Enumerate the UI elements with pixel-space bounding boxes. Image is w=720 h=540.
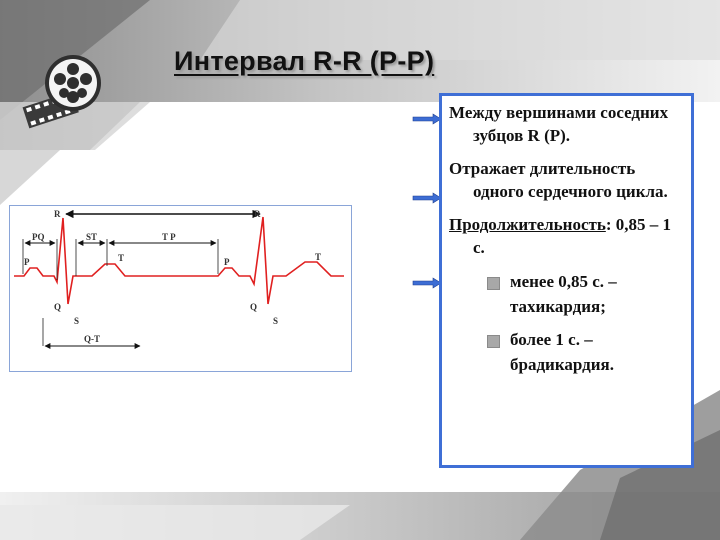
- sub-bullet-point: [449, 327, 683, 377]
- content-box: [439, 93, 694, 468]
- arrow-icon: [412, 113, 442, 125]
- label-t1: T: [118, 253, 125, 263]
- slide-title: Интервал R-R (P-P): [174, 46, 435, 76]
- label-t2: T: [315, 252, 322, 262]
- label-s2: S: [273, 316, 279, 326]
- label-st: ST: [86, 232, 98, 242]
- sub-bullet-point: [449, 269, 683, 319]
- duration-label: Продолжительность: [449, 215, 606, 234]
- arrow-icon: [412, 192, 442, 204]
- label-q2: Q: [250, 302, 258, 312]
- label-p2: P: [224, 257, 230, 267]
- label-qt: Q-T: [84, 334, 101, 344]
- arrow-icon: [412, 277, 442, 289]
- label-p1: P: [24, 257, 30, 267]
- bullet-point: [449, 213, 683, 259]
- ecg-diagram: [9, 205, 352, 372]
- label-s1: S: [74, 316, 80, 326]
- label-q1: Q: [54, 302, 62, 312]
- sub-bullet-text: более 1 с. – брадикардия.: [510, 330, 614, 374]
- label-pq: PQ: [32, 232, 45, 242]
- ecg-waveform: [14, 217, 344, 304]
- square-bullet-icon: [487, 277, 500, 290]
- bullet-point: Между вершинами соседних зубцов R (Р).: [449, 103, 669, 145]
- label-r1: R: [54, 209, 61, 219]
- sub-bullet-text: менее 0,85 с. – тахикардия;: [510, 272, 617, 316]
- bullet-point: Отражает длительность одного сердечного цикла.: [449, 159, 668, 201]
- label-r2: R: [254, 209, 261, 219]
- square-bullet-icon: [487, 335, 500, 348]
- duration-value: : 0,85 – 1 с.: [473, 215, 671, 257]
- label-tp: T P: [162, 232, 176, 242]
- film-reel-icon: [15, 49, 105, 131]
